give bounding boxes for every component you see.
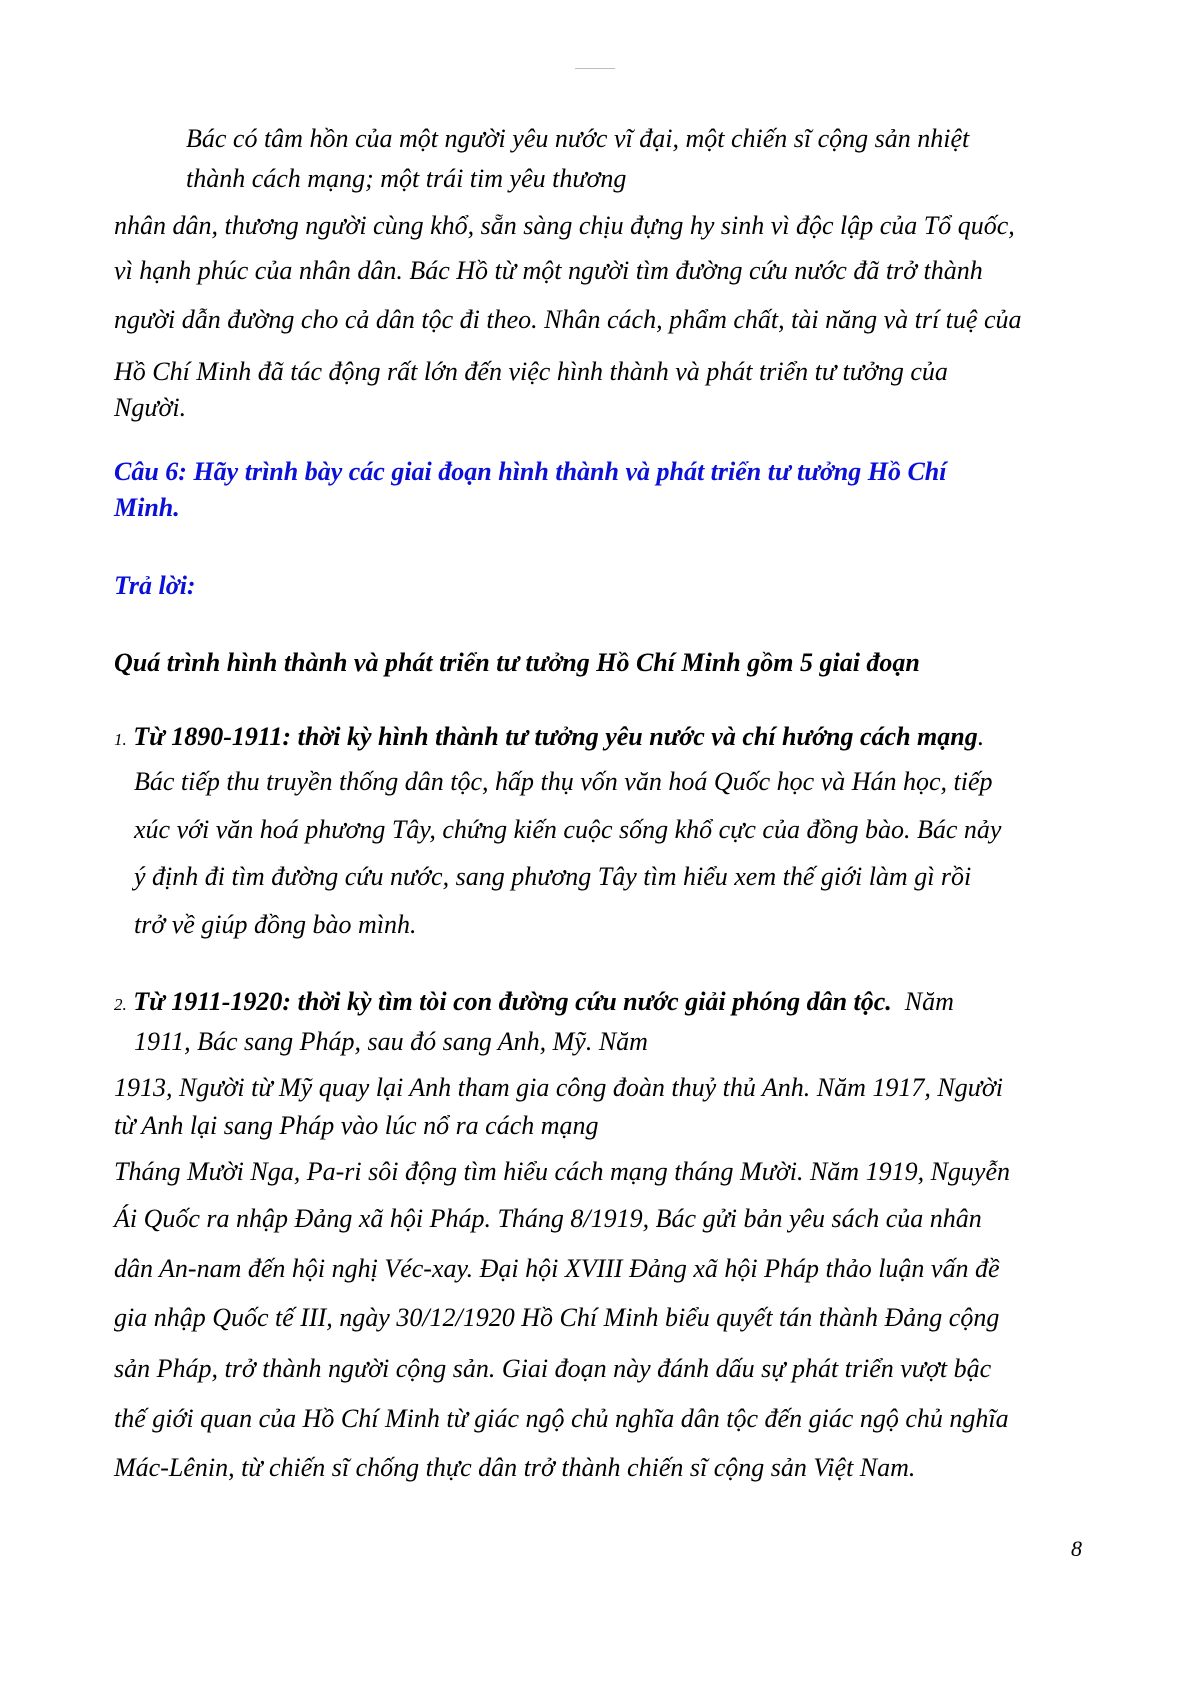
stage2-heading: Từ 1911-1920: thời kỳ tìm tòi con đường cứu nước giải phóng dân tộc. [133, 987, 892, 1016]
stage1-line-2: xúc với văn hoá phương Tây, chứng kiến cuộc sống khổ cực của đồng bào. Bác nảy [134, 815, 1002, 844]
header-mark [575, 68, 615, 69]
stage2-line-5: Ái Quốc ra nhập Đảng xã hội Pháp. Tháng 8/1919, Bác gửi bản yêu sách của nhân [114, 1204, 982, 1233]
stage1-heading-end: . [977, 722, 985, 751]
stage2-line-8: sản Pháp, trở thành người cộng sản. Giai đoạn này đánh dấu sự phát triển vượt bậc [114, 1354, 992, 1383]
stage2-line-10: Mác-Lênin, từ chiến sĩ chống thực dân trở thành chiến sĩ cộng sản Việt Nam. [114, 1453, 916, 1482]
stage2-heading-line [114, 987, 954, 1020]
stage2-line-2: 1913, Người từ Mỹ quay lại Anh tham gia công đoàn thuỷ thủ Anh. Năm 1917, Người [114, 1073, 1004, 1102]
summary-heading: Quá trình hình thành và phát triển tư tưởng Hồ Chí Minh gồm 5 giai đoạn [114, 648, 920, 677]
stage2-heading-tail: Năm [891, 987, 954, 1016]
stage2-line-1: 1911, Bác sang Pháp, sau đó sang Anh, Mỹ. Năm [134, 1027, 648, 1056]
stage1-heading: Từ 1890-1911: thời kỳ hình thành tư tưởng yêu nước và chí hướng cách mạng [133, 722, 978, 751]
question-line-1: Câu 6: Hãy trình bày các giai đoạn hình thành và phát triển tư tưởng Hồ Chí [114, 457, 947, 486]
intro-line-3: nhân dân, thương người cùng khổ, sẵn sàng chịu đựng hy sinh vì độc lập của Tổ quốc, [114, 211, 1015, 240]
stage2-line-3: từ Anh lại sang Pháp vào lúc nổ ra cách mạng [114, 1111, 599, 1140]
stage2-number: 2. [114, 995, 127, 1014]
intro-line-1: Bác có tâm hồn của một người yêu nước vĩ đại, một chiến sĩ cộng sản nhiệt [186, 124, 970, 153]
intro-line-6: Hồ Chí Minh đã tác động rất lớn đến việc hình thành và phát triển tư tưởng của [114, 357, 948, 386]
intro-line-2: thành cách mạng; một trái tim yêu thương [186, 164, 627, 193]
intro-line-5: người dẫn đường cho cả dân tộc đi theo. Nhân cách, phẩm chất, tài năng và trí tuệ của [114, 305, 1022, 334]
stage2-line-6: dân An-nam đến hội nghị Véc-xay. Đại hội XVIII Đảng xã hội Pháp thảo luận vấn đề [114, 1254, 1000, 1283]
stage1-heading-line [114, 722, 984, 755]
answer-label: Trả lời: [114, 571, 196, 600]
stage2-line-7: gia nhập Quốc tế III, ngày 30/12/1920 Hồ Chí Minh biểu quyết tán thành Đảng cộng [114, 1303, 1000, 1332]
stage1-line-1: Bác tiếp thu truyền thống dân tộc, hấp thụ vốn văn hoá Quốc học và Hán học, tiếp [134, 767, 993, 796]
intro-line-7: Người. [114, 393, 187, 422]
stage2-line-9: thế giới quan của Hồ Chí Minh từ giác ngộ chủ nghĩa dân tộc đến giác ngộ chủ nghĩa [114, 1404, 1009, 1433]
stage2-line-4: Tháng Mười Nga, Pa-ri sôi động tìm hiểu cách mạng tháng Mười. Năm 1919, Nguyễn [114, 1157, 1011, 1186]
stage1-line-4: trở về giúp đồng bào mình. [134, 910, 417, 939]
stage1-number: 1. [114, 730, 127, 749]
intro-line-4: vì hạnh phúc của nhân dân. Bác Hồ từ một người tìm đường cứu nước đã trở thành [114, 256, 983, 285]
question-line-2: Minh. [114, 493, 180, 522]
stage1-line-3: ý định đi tìm đường cứu nước, sang phương Tây tìm hiểu xem thế giới làm gì rồi [134, 862, 972, 891]
page-number: 8 [1071, 1536, 1082, 1561]
